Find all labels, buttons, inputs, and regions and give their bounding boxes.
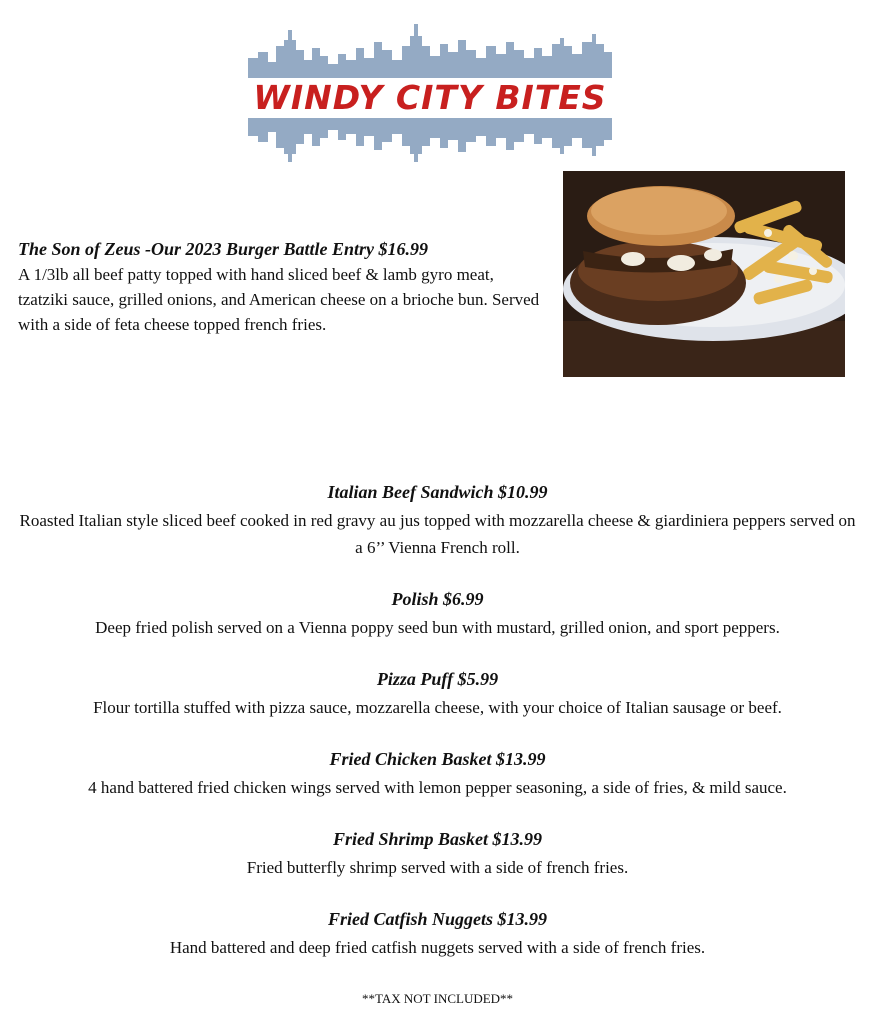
menu-item-title: Italian Beef Sandwich $10.99 bbox=[327, 482, 548, 502]
menu-item-description: Flour tortilla stuffed with pizza sauce, mozzarella cheese, with your choice of Italian sausage or beef. bbox=[93, 698, 782, 717]
menu-item bbox=[0, 587, 875, 641]
featured-item-description: A 1/3lb all beef patty topped with hand sliced beef & lamb gyro meat, tzatziki sauce, grilled onions, and American cheese on a brioche bun. Served with a side of feta cheese topped french fries. bbox=[18, 265, 540, 334]
featured-item-title: The Son of Zeus -Our 2023 Burger Battle Entry $16.99 bbox=[18, 239, 429, 259]
menu-item-title: Fried Catfish Nuggets $13.99 bbox=[327, 909, 548, 929]
menu-item-title: Polish $6.99 bbox=[391, 589, 484, 609]
logo bbox=[246, 20, 614, 165]
featured-item bbox=[18, 236, 548, 337]
menu-item-description: Hand battered and deep fried catfish nuggets served with a side of french fries. bbox=[169, 938, 706, 957]
menu-item bbox=[0, 827, 875, 881]
menu-list bbox=[0, 480, 875, 987]
menu-item-description: Fried butterfly shrimp served with a side of french fries. bbox=[246, 858, 629, 877]
menu-item-description: Roasted Italian style sliced beef cooked in red gravy au jus topped with mozzarella cheese & giardiniera peppers served on a 6’’ Vienna French roll. bbox=[19, 511, 856, 557]
burger-photo bbox=[563, 171, 845, 377]
menu-item-description: 4 hand battered fried chicken wings served with lemon pepper seasoning, a side of fries, & mild sauce. bbox=[88, 778, 787, 797]
burger-fries-image bbox=[563, 171, 845, 377]
logo-wordmark: WINDY CITY BITES bbox=[253, 78, 607, 117]
menu-item-description: Deep fried polish served on a Vienna poppy seed bun with mustard, grilled onion, and sport peppers. bbox=[95, 618, 780, 637]
menu-item bbox=[0, 667, 875, 721]
menu-item bbox=[0, 747, 875, 801]
menu-item-title: Fried Chicken Basket $13.99 bbox=[329, 749, 546, 769]
menu-item bbox=[0, 480, 875, 561]
menu-item-title: Fried Shrimp Basket $13.99 bbox=[332, 829, 543, 849]
tax-note: **TAX NOT INCLUDED** bbox=[361, 991, 514, 1006]
menu-item bbox=[0, 907, 875, 961]
menu-item-title: Pizza Puff $5.99 bbox=[376, 669, 499, 689]
